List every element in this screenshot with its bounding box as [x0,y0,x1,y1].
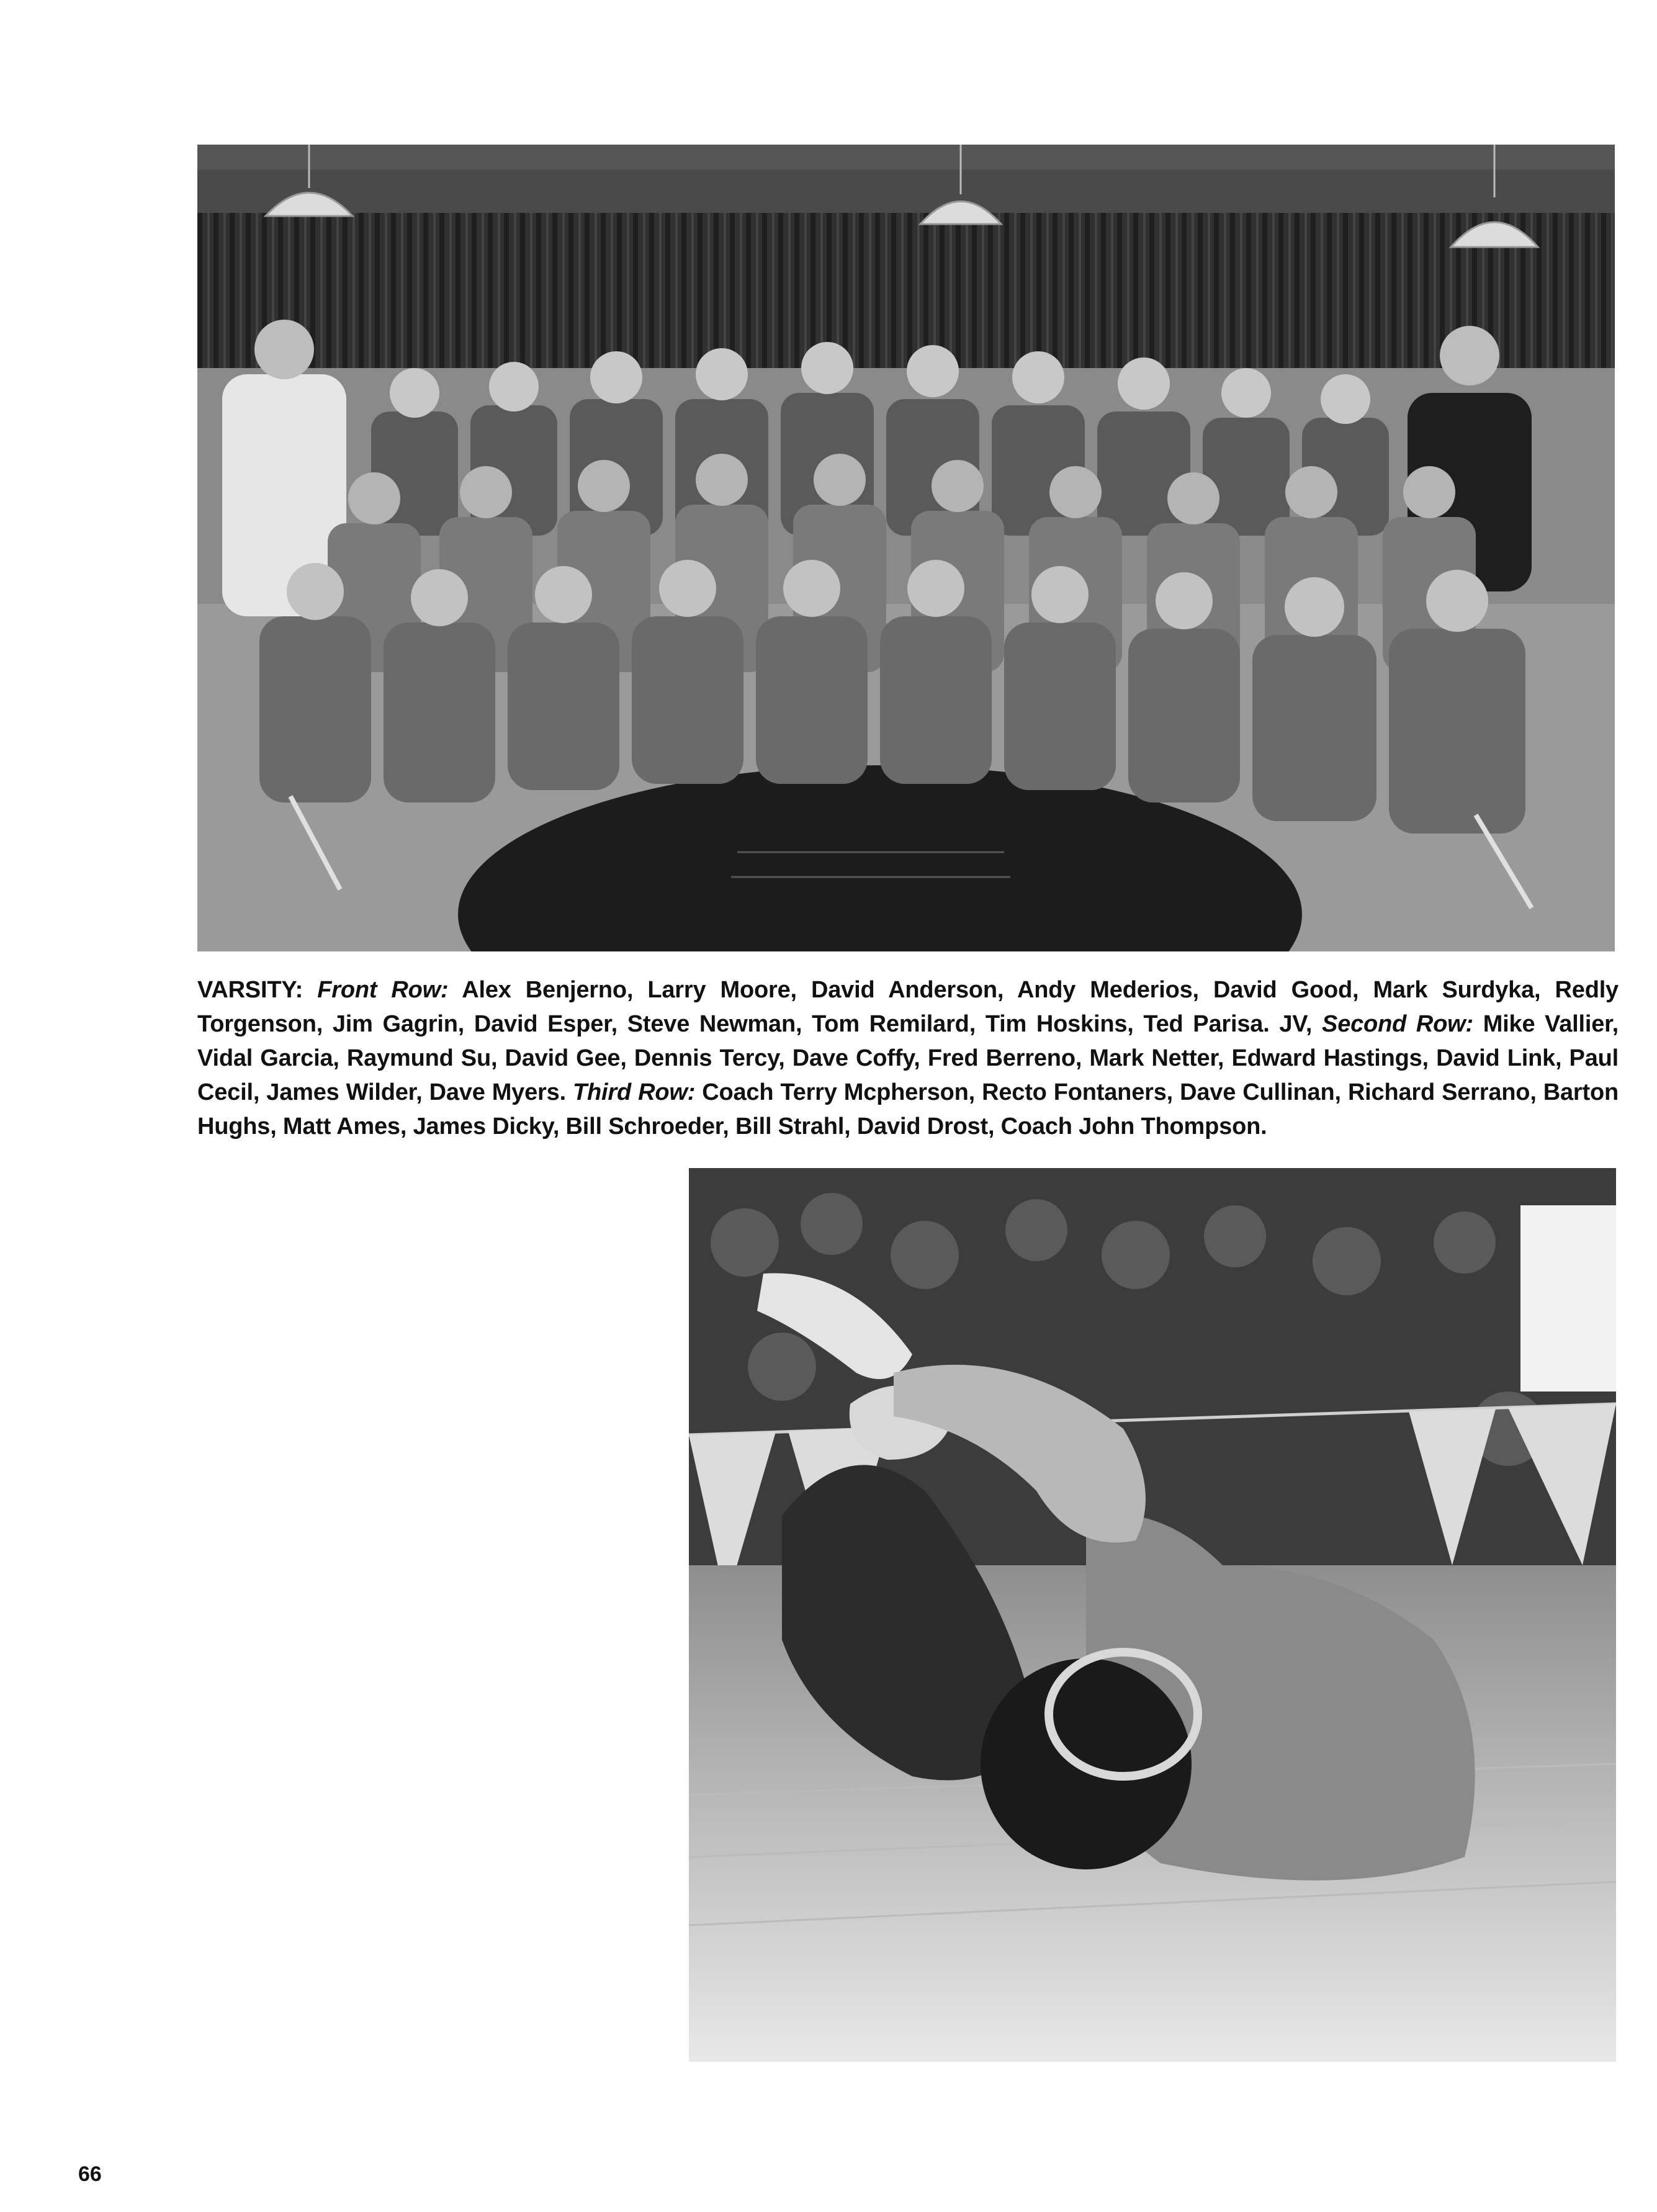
third-row-names: Coach Terry Mcpherson, Recto Fontaners, Dave Cullinan, Richard Serrano, Barton Hughs, Matt Ames, James Dicky, Bill Schroeder, Bill Strahl, David Drost, Coach John Thompson. [197,1079,1619,1140]
team-photo [197,145,1615,951]
second-row-label: Second Row: [1322,1011,1473,1037]
team-photo-illustration [197,145,1615,951]
third-row-label: Third Row: [573,1079,696,1105]
second-row-names: Mike Vallier, Vidal Garcia, Raymund Su, David Gee, Dennis Tercy, Dave Coffy, Fred Berreno, Mark Netter, Edward Hastings, David Link, Paul Cecil, James Wilder, Dave Myers. [197,1011,1619,1105]
front-row-label: Front Row: [317,977,449,1003]
wrestling-action-illustration [689,1168,1616,2062]
front-row-names: Alex Benjerno, Larry Moore, David Anderson, Andy Mederios, David Good, Mark Surdyka, Redly Torgenson, Jim Gagrin, David Esper, Steve Newman, Tom Remilard, Tim Hoskins, Ted Parisa. JV, [197,977,1619,1037]
wrestling-action-photo [689,1168,1616,2062]
page-number: 66 [78,2162,102,2186]
team-caption [197,973,1619,1144]
caption-intro: VARSITY: [197,977,318,1003]
